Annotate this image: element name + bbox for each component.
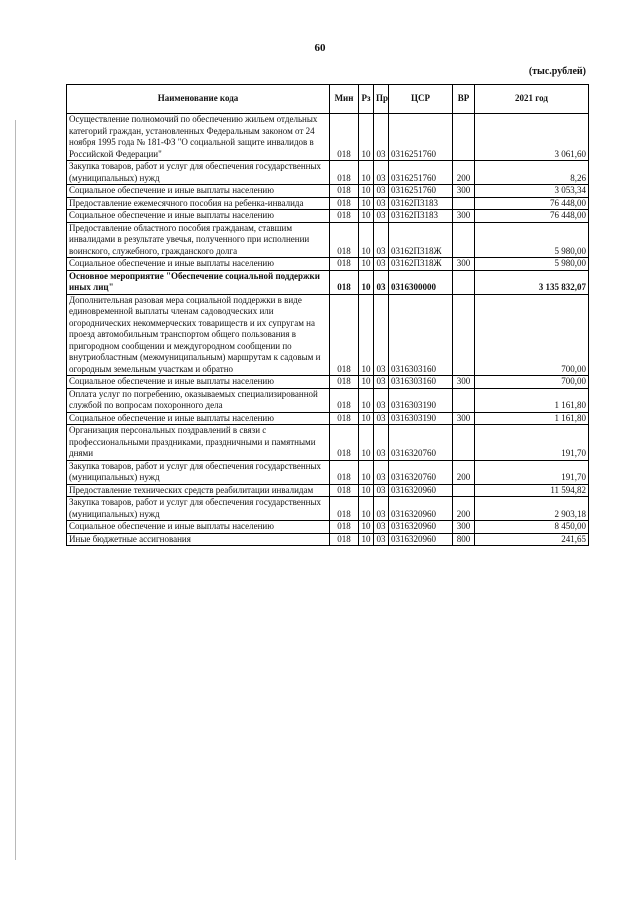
cell-csr: 0316303160: [389, 294, 453, 376]
cell-amount: 191,70: [475, 425, 589, 461]
cell-rz: 10: [359, 484, 374, 497]
cell-amount: 3 135 832,07: [475, 270, 589, 294]
cell-amount: 1 161,80: [475, 412, 589, 425]
table-row: [67, 210, 589, 223]
cell-min: 018: [330, 521, 359, 534]
cell-csr: 0316320960: [389, 533, 453, 546]
table-row: [67, 294, 589, 376]
scan-edge-line: [15, 120, 16, 860]
cell-pr: 03: [374, 270, 389, 294]
table-header: [67, 85, 589, 114]
table-row: [67, 460, 589, 484]
cell-min: 018: [330, 197, 359, 210]
cell-rz: 10: [359, 376, 374, 389]
cell-rz: 10: [359, 197, 374, 210]
cell-vr: [453, 270, 475, 294]
cell-name: Социальное обеспечение и иные выплаты населению: [67, 210, 330, 223]
cell-pr: 03: [374, 460, 389, 484]
cell-name: Дополнительная разовая мера социальной поддержки в виде единовременной выплаты членам садоводческих или огороднических некоммерческих товариществ и их супругам на проезд автомобильным транспортом общего пользования в пригородном сообщении и междугородном сообщении по внутриобластным (межмуниципальным) маршрутам к садовым и огородным земельным участкам и обратно: [67, 294, 330, 376]
cell-vr: 300: [453, 412, 475, 425]
table-row: [67, 425, 589, 461]
cell-name: Оплата услуг по погребению, оказываемых специализированной службой по вопросам похоронного дела: [67, 388, 330, 412]
header-row: [67, 85, 589, 114]
cell-csr: 0316320960: [389, 497, 453, 521]
cell-name: Осуществление полномочий по обеспечению жильем отдельных категорий граждан, установленных Федеральным законом от 24 ноября 1995 года № 181-ФЗ "О социальной защите инвалидов в Российской Федерации": [67, 114, 330, 161]
cell-vr: 300: [453, 210, 475, 223]
cell-amount: 700,00: [475, 376, 589, 389]
cell-min: 018: [330, 161, 359, 185]
cell-name: Иные бюджетные ассигнования: [67, 533, 330, 546]
cell-name: Предоставление ежемесячного пособия на ребенка-инвалида: [67, 197, 330, 210]
cell-rz: 10: [359, 222, 374, 258]
table-row: [67, 521, 589, 534]
cell-name: Закупка товаров, работ и услуг для обеспечения государственных (муниципальных) нужд: [67, 497, 330, 521]
cell-min: 018: [330, 388, 359, 412]
cell-rz: 10: [359, 294, 374, 376]
cell-amount: 1 161,80: [475, 388, 589, 412]
cell-csr: 0316320960: [389, 521, 453, 534]
cell-rz: 10: [359, 185, 374, 198]
cell-vr: 200: [453, 497, 475, 521]
cell-vr: [453, 425, 475, 461]
cell-rz: 10: [359, 388, 374, 412]
cell-csr: 0316300000: [389, 270, 453, 294]
cell-rz: 10: [359, 258, 374, 271]
header-pr: Пр: [374, 85, 389, 114]
table-row: [67, 497, 589, 521]
header-min: Мин: [330, 85, 359, 114]
cell-name: Социальное обеспечение и иные выплаты населению: [67, 412, 330, 425]
cell-csr: 03162П3183: [389, 210, 453, 223]
table-row: [67, 185, 589, 198]
cell-name: Социальное обеспечение и иные выплаты населению: [67, 521, 330, 534]
units-label: (тыс.рублей): [528, 66, 586, 77]
cell-amount: 11 594,82: [475, 484, 589, 497]
cell-pr: 03: [374, 425, 389, 461]
cell-name: Организация персональных поздравлений в связи с профессиональными праздниками, праздничными и памятными днями: [67, 425, 330, 461]
cell-vr: [453, 388, 475, 412]
cell-csr: 0316303190: [389, 388, 453, 412]
cell-amount: 2 903,18: [475, 497, 589, 521]
cell-pr: 03: [374, 114, 389, 161]
cell-rz: 10: [359, 210, 374, 223]
cell-vr: 200: [453, 161, 475, 185]
cell-amount: 191,70: [475, 460, 589, 484]
table-row: [67, 412, 589, 425]
cell-vr: [453, 222, 475, 258]
cell-min: 018: [330, 497, 359, 521]
page-number: 60: [314, 42, 326, 54]
cell-min: 018: [330, 114, 359, 161]
cell-pr: 03: [374, 161, 389, 185]
cell-vr: [453, 484, 475, 497]
cell-vr: 300: [453, 376, 475, 389]
cell-amount: 241,65: [475, 533, 589, 546]
cell-name: Основное мероприятие "Обеспечение социальной поддержки иных лиц": [67, 270, 330, 294]
cell-pr: 03: [374, 185, 389, 198]
header-rz: Рз: [359, 85, 374, 114]
cell-pr: 03: [374, 388, 389, 412]
cell-csr: 03162П3183: [389, 197, 453, 210]
cell-pr: 03: [374, 376, 389, 389]
cell-name: Социальное обеспечение и иные выплаты населению: [67, 258, 330, 271]
cell-vr: 300: [453, 185, 475, 198]
cell-pr: 03: [374, 294, 389, 376]
cell-pr: 03: [374, 258, 389, 271]
cell-csr: 03162П318Ж: [389, 258, 453, 271]
cell-pr: 03: [374, 222, 389, 258]
cell-vr: 300: [453, 258, 475, 271]
table-row-section: [67, 270, 589, 294]
cell-csr: 0316251760: [389, 161, 453, 185]
cell-csr: 0316320960: [389, 484, 453, 497]
cell-amount: 8 450,00: [475, 521, 589, 534]
table-row: [67, 376, 589, 389]
cell-rz: 10: [359, 533, 374, 546]
cell-amount: 8,26: [475, 161, 589, 185]
table-row: [67, 197, 589, 210]
cell-amount: 76 448,00: [475, 210, 589, 223]
cell-csr: 0316251760: [389, 114, 453, 161]
cell-pr: 03: [374, 197, 389, 210]
cell-min: 018: [330, 270, 359, 294]
cell-name: Закупка товаров, работ и услуг для обеспечения государственных (муниципальных) нужд: [67, 460, 330, 484]
table-row: [67, 388, 589, 412]
cell-rz: 10: [359, 521, 374, 534]
cell-amount: 5 980,00: [475, 258, 589, 271]
cell-csr: 0316251760: [389, 185, 453, 198]
cell-vr: [453, 294, 475, 376]
cell-csr: 0316303160: [389, 376, 453, 389]
cell-pr: 03: [374, 497, 389, 521]
header-csr: ЦСР: [389, 85, 453, 114]
cell-rz: 10: [359, 270, 374, 294]
cell-vr: [453, 114, 475, 161]
cell-min: 018: [330, 258, 359, 271]
header-name: Наименование кода: [67, 85, 330, 114]
table-row: [67, 258, 589, 271]
cell-name: Социальное обеспечение и иные выплаты населению: [67, 185, 330, 198]
cell-amount: 700,00: [475, 294, 589, 376]
cell-amount: 76 448,00: [475, 197, 589, 210]
cell-csr: 0316303190: [389, 412, 453, 425]
cell-rz: 10: [359, 460, 374, 484]
budget-table: [66, 84, 589, 546]
cell-min: 018: [330, 533, 359, 546]
cell-vr: [453, 197, 475, 210]
header-vr: ВР: [453, 85, 475, 114]
table-row: [67, 533, 589, 546]
cell-min: 018: [330, 412, 359, 425]
cell-pr: 03: [374, 412, 389, 425]
cell-rz: 10: [359, 497, 374, 521]
cell-min: 018: [330, 294, 359, 376]
cell-pr: 03: [374, 210, 389, 223]
cell-rz: 10: [359, 161, 374, 185]
cell-amount: 3 053,34: [475, 185, 589, 198]
cell-rz: 10: [359, 412, 374, 425]
cell-min: 018: [330, 210, 359, 223]
table-row: [67, 114, 589, 161]
cell-name: Предоставление технических средств реабилитации инвалидам: [67, 484, 330, 497]
cell-csr: 0316320760: [389, 425, 453, 461]
cell-amount: 5 980,00: [475, 222, 589, 258]
cell-vr: 300: [453, 521, 475, 534]
cell-csr: 03162П318Ж: [389, 222, 453, 258]
cell-csr: 0316320760: [389, 460, 453, 484]
cell-vr: 200: [453, 460, 475, 484]
cell-rz: 10: [359, 114, 374, 161]
cell-vr: 800: [453, 533, 475, 546]
cell-rz: 10: [359, 425, 374, 461]
cell-min: 018: [330, 460, 359, 484]
table-body: [67, 114, 589, 546]
cell-pr: 03: [374, 533, 389, 546]
table-row: [67, 161, 589, 185]
cell-name: Закупка товаров, работ и услуг для обеспечения государственных (муниципальных) нужд: [67, 161, 330, 185]
cell-amount: 3 061,60: [475, 114, 589, 161]
cell-min: 018: [330, 484, 359, 497]
cell-min: 018: [330, 376, 359, 389]
cell-name: Социальное обеспечение и иные выплаты населению: [67, 376, 330, 389]
table-row: [67, 222, 589, 258]
cell-pr: 03: [374, 521, 389, 534]
cell-name: Предоставление областного пособия гражданам, ставшим инвалидами в результате увечья, полученного при исполнении воинского, служебного, гражданского долга: [67, 222, 330, 258]
cell-min: 018: [330, 425, 359, 461]
cell-min: 018: [330, 222, 359, 258]
table-row: [67, 484, 589, 497]
header-amount: 2021 год: [475, 85, 589, 114]
cell-min: 018: [330, 185, 359, 198]
cell-pr: 03: [374, 484, 389, 497]
